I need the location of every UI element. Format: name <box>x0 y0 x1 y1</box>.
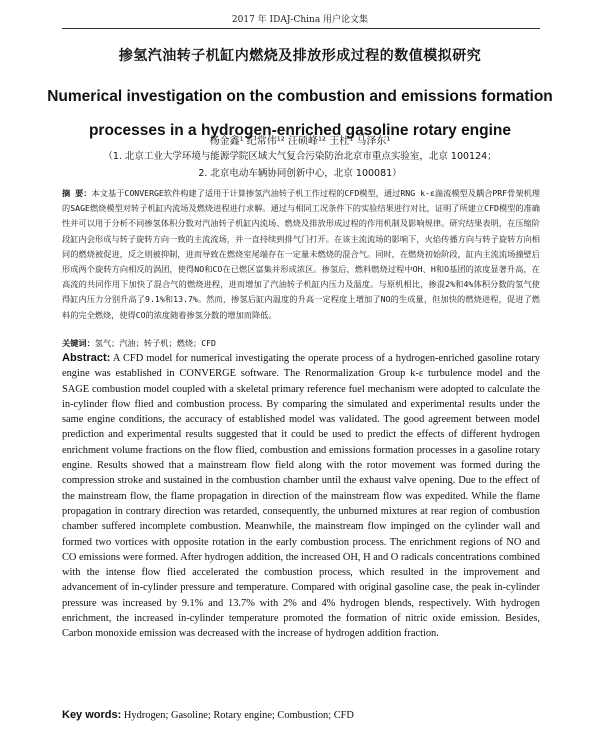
chinese-abstract-label: 摘 要： <box>62 188 92 198</box>
english-keywords-text: Hydrogen; Gasoline; Rotary engine; Combustion; CFD <box>123 710 354 721</box>
chinese-abstract <box>62 186 540 323</box>
affiliation-2: 2. 北京电动车辆协同创新中心，北京 100081） <box>198 168 402 179</box>
author-list: 杨金鑫¹ 纪常伟¹² 汪硕峰¹² 王杜¹ 马泽东¹ <box>209 136 391 147</box>
english-keywords <box>62 708 540 723</box>
english-abstract-text: A CFD model for numerical investigating the operate process of a hydrogen-enriched gasoline rotary engine was established in CONVERGE software. The Renormalization Group k-ε turbulence model and the SAGE combustion model coupled with a skeletal primary reference fuel mechanism were adopted to calculate the in-cylinder flow flied and combustion process. By comparing the simulated and experimental results under the same engine conditions, the accuracy of established model was validated. The good agreement between model prediction and experimental results suggested that it could be used to predict the effects of different hydrogen enrichment volume fractions on the flow flied, combustion and emissions formation processes in a gasoline rotary engine. Results showed that a mainstream flow field along with the rotor movement was formed during the compression stroke and sustained in the combustion chamber until the exhaust valve opening. Due to the effect of the mainstream flow, the flame propagation in direction of the mainstream flow was expedited. While the flame propagation in contrary direction was retarded, consequently, the unburned mixtures at rear region of combustion chamber suffered incomplete combustion. Meanwhile, the mainstream flow impinged on the cylinder wall and formed two vortices with opposite rotation in the early combustion process. The enrichment regions of NO and CO emissions were formed. After hydrogen addition, the increased OH, H and O radicals concentrations combined with the intense flow flied accelerated the combustion process, which resulted in the improvement and advancement of in-cylinder pressure and temperature. Compared with original gasoline case, the peak in-cylinder pressure was increased by 9.1% and 13.7% with 2% and 4% hydrogen blends, respectively. With hydrogen enrichment, the increased in-cylinder temperature promoted the formation of nitric oxide emission. Besides, Carbon monoxide emission was decreased with the increase of hydrogen addition fraction. <box>62 353 540 640</box>
chinese-title: 掺氢汽油转子机缸内燃烧及排放形成过程的数值模拟研究 <box>118 48 482 64</box>
running-header: 2017 年 IDAJ-China 用户论文集 <box>231 15 369 25</box>
header-rule <box>62 28 540 29</box>
english-title-line-1: Numerical investigation on the combustion and emissions formation <box>47 88 553 105</box>
chinese-abstract-text: 本文基于CONVERGE软件构建了适用于计算掺氢汽油转子机工作过程的CFD模型，通过RNG k-ε湍流模型及耦合PRF骨架机理的SAGE燃烧模型对转子机缸内流场及燃烧进程进行求解。通过与相同工况条件下的实验结果进行对比，证明了所建立CFD模型的准确性并可以用于分析不同掺氢体积分数对汽油转子机缸内流场、燃烧及排放形成过程的作用机制及影响规律。研究结果表明，在压缩阶段缸内会形成与转子旋转方向一致的主流流场，并一直持续到排气门打开。在该主流流场的影响下，火焰传播方向与转子旋转方向相同的燃烧被促进，反之则被抑制，进而导致在燃烧室尾端存在一定量未燃烧的混合气。同时，在燃烧初始阶段，缸内主流流场撞壁后形成两个旋转方向相反的涡团，使得NO和CO在已燃区富集并形成浓区。掺氢后，燃料燃烧过程中OH、H和O基团的浓度显著升高，在高流的共同作用下加快了混合气的燃烧进程，进而增加了汽油转子机缸内压力及温度。与原机相比，掺混2%和4%体积分数的氢气使得缸内压力分别升高了9.1%和13.7%。然而，掺氢后缸内温度的升高一定程度上增加了NO的生成量，但加快的燃烧进程，促进了燃料的完全燃烧，使得CO的浓度随着掺氢分数的增加而降低。 <box>62 188 540 320</box>
english-abstract-label: Abstract: <box>62 352 111 364</box>
affiliation-1: （1. 北京工业大学环境与能源学院区域大气复合污染防治北京市重点实验室，北京 100124； <box>103 151 497 162</box>
chinese-keywords-label: 关键词： <box>62 338 95 348</box>
chinese-keywords <box>62 336 540 350</box>
affiliations <box>60 148 540 182</box>
english-title-line-2: processes in a hydrogen-enriched gasoline rotary engine <box>88 122 512 139</box>
english-keywords-label: Key words: <box>62 709 122 721</box>
english-abstract <box>62 351 540 642</box>
chinese-keywords-text: 氢气；汽油；转子机；燃烧；CFD <box>94 338 216 348</box>
